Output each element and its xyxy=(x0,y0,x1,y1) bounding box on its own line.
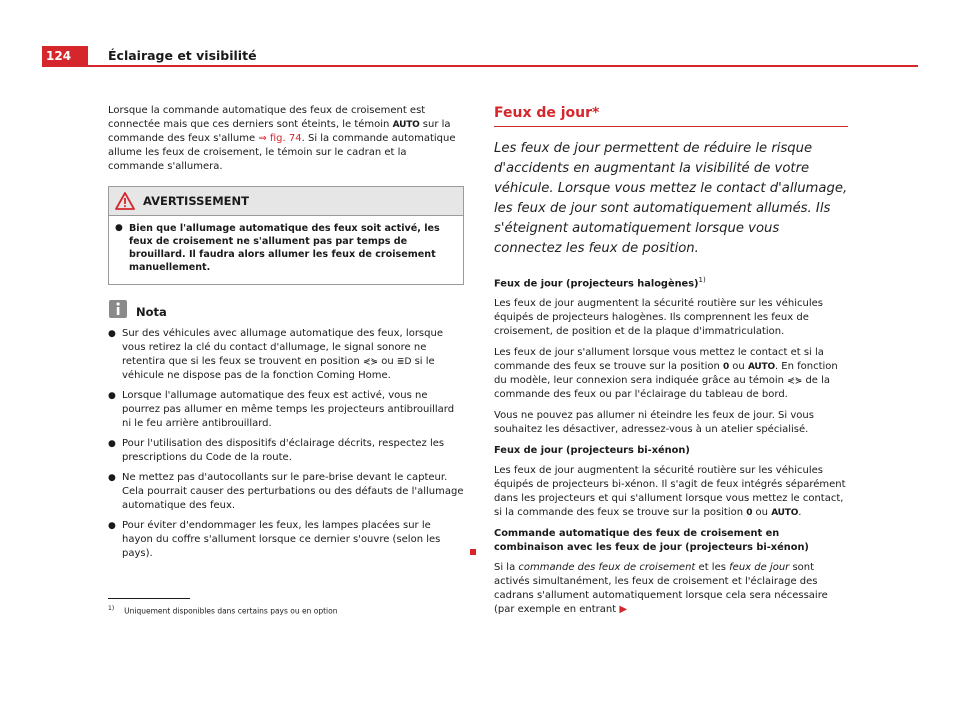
section-title: Feux de jour* xyxy=(494,105,600,121)
section-intro: Les feux de jour permettent de réduire le risque d'accidents en augmentant la visibilité de votre véhicule. Lorsque vous mettez le contact d'allumage, les feux de jour sont automatiquement allumés. Ils s'éteignent automatiquement lorsque vous connectez les feux de position. xyxy=(494,141,848,256)
note-item: ● Sur des véhicules avec allumage automatique des feux, lorsque vous retirez la clé du contact d'allumage, le signal sonore ne retentira que si les feux se trouvent en position ⋞⋟ ou ≣D si le véhicule ne dispose pas de la fonction Coming Home. xyxy=(108,328,443,381)
paragraph: Vous ne pouvez pas allumer ni éteindre les feux de jour. Si vous souhaitez les désactiver, adressez-vous à un atelier spécialisé. xyxy=(494,410,814,436)
footnote-text: Uniquement disponibles dans certains pays ou en option xyxy=(124,606,338,616)
warning-triangle-icon xyxy=(115,192,135,210)
note-item: ● Ne mettez pas d'autocollants sur le pare-brise devant le capteur. Cela pourrait causer des perturbations ou des défauts de l'allumage automatique des feux. xyxy=(108,472,464,511)
section-rule xyxy=(494,126,848,127)
auto-symbol: AUTO xyxy=(392,120,420,130)
page-header xyxy=(0,0,960,66)
position-zero-symbol: 0 xyxy=(746,508,753,519)
figure-reference-link[interactable]: ⇒ fig. 74 xyxy=(258,133,302,144)
note-header xyxy=(108,299,464,319)
paragraph: Les feux de jour s'allument lorsque vous mettez le contact et si la commande des feux se trouve sur la position 0 ou AUTO. En fonction du modèle, leur connexion sera indiquée grâce au témoin ⋞⋟ de la commande des feux ou par l'éclairage du tableau de bord. xyxy=(494,347,838,401)
note-item: ● Lorsque l'allumage automatique des feux est activé, vous ne pourrez pas allumer en même temps les projecteurs antibrouillard ni le feu arrière antibrouillard. xyxy=(108,390,455,429)
continue-arrow-icon: ▶ xyxy=(619,604,628,616)
note-item: ● Pour éviter d'endommager les feux, les lampes placées sur le hayon du coffre s'allument lorsque ce dernier s'ouvre (selon les pays). xyxy=(108,520,441,559)
bullet-icon: ● xyxy=(108,473,116,483)
bullet-icon: ● xyxy=(108,521,116,531)
bullet-icon: ● xyxy=(108,391,116,401)
paragraph: Si la commande des feux de croisement et les feux de jour sont activés simultanément, les feux de croisement et l'éclairage des cadrans s'allument automatiquement lorsque cela sera nécessaire (par exemple en entrant ▶ xyxy=(494,562,828,616)
bullet-icon: ● xyxy=(108,329,116,339)
right-column xyxy=(494,104,848,624)
warning-header xyxy=(109,187,463,216)
warning-text: ● Bien que l'allumage automatique des feux soit activé, les feux de croisement ne s'allument pas par temps de brouillard. Il faudra alors allumer les feux de croisement manuellement. xyxy=(115,223,440,273)
subheading: Commande automatique des feux de croisement en combinaison avec les feux de jour (projecteurs bi-xénon) xyxy=(494,528,809,554)
header-rule xyxy=(42,65,918,67)
subheading: Feux de jour (projecteurs bi-xénon) xyxy=(494,445,690,457)
footnote-rule xyxy=(108,598,190,599)
intro-paragraph: Lorsque la commande automatique des feux de croisement est connectée mais que ces derniers sont éteints, le témoin AUTO sur la commande des feux s'allume ⇒ fig. 74. Si la commande automatique allume les feux de croisement, le témoin sur le cadran et la commande s'allumera. xyxy=(108,105,456,172)
auto-symbol: AUTO xyxy=(771,508,799,519)
page-number: 124 xyxy=(42,46,88,66)
subheading: Feux de jour (projecteurs halogènes)$^{1)}$ xyxy=(494,276,706,290)
bullet-icon: ● xyxy=(115,223,123,233)
section-end-mark xyxy=(470,549,476,555)
left-column xyxy=(108,104,464,567)
bullet-icon: ● xyxy=(108,439,116,449)
warning-title: AVERTISSEMENT xyxy=(143,194,250,208)
note-item: ● Pour l'utilisation des dispositifs d'éclairage décrits, respectez les prescriptions du Code de la route. xyxy=(108,438,445,463)
note-title: Nota xyxy=(136,305,167,319)
chapter-title: Éclairage et visibilité xyxy=(108,48,257,63)
paragraph: Les feux de jour augmentent la sécurité routière sur les véhicules équipés de projecteurs bi-xénon. Il s'agit de feux intégrés séparément dans les projecteurs et qui s'allument lorsque vous mettez le contact, si la commande des feux se trouve sur la position 0 ou AUTO. xyxy=(494,465,846,519)
footnote-reference: 1) xyxy=(698,276,706,284)
warning-box xyxy=(108,186,464,285)
auto-symbol: AUTO xyxy=(747,362,775,373)
info-icon xyxy=(108,299,128,319)
low-beam-symbol: ⋞⋟ xyxy=(362,357,379,367)
footnote-marker: 1) xyxy=(108,605,115,612)
headlight-symbol: ≣D xyxy=(396,357,412,367)
footnote xyxy=(108,605,337,616)
position-zero-symbol: 0 xyxy=(723,362,730,373)
low-beam-symbol: ⋞⋟ xyxy=(787,376,803,387)
paragraph: Les feux de jour augmentent la sécurité routière sur les véhicules équipés de projecteurs halogènes. Ils comprennent les feux de croisement, de position et de la plaque d'immatriculation. xyxy=(494,298,823,338)
